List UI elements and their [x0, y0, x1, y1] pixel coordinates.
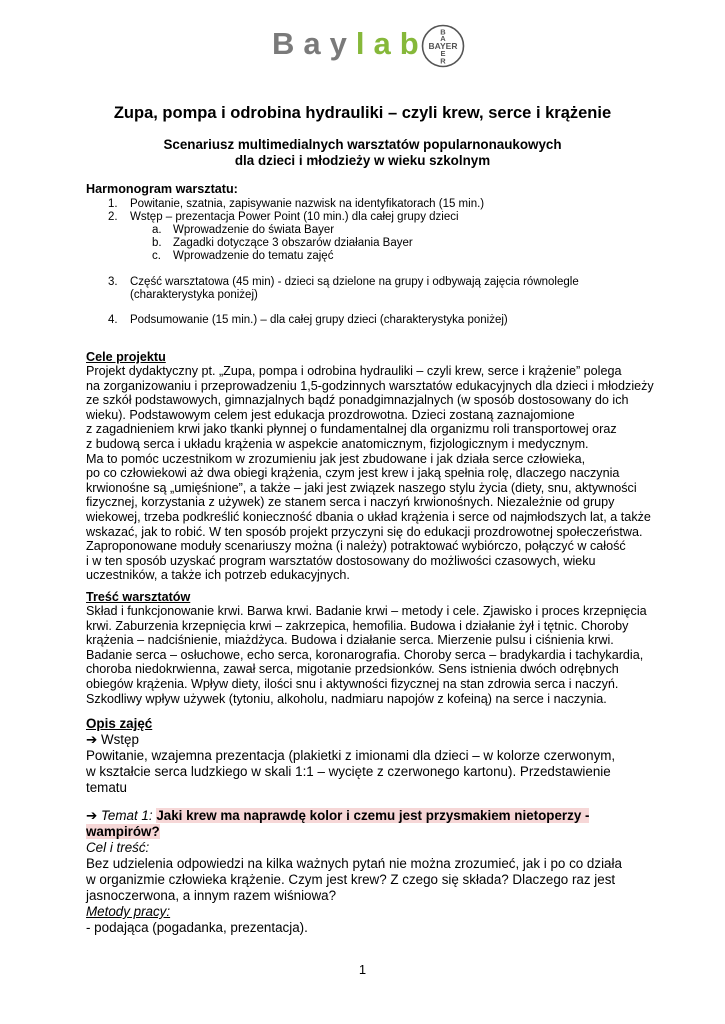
schedule-subitem-a	[152, 224, 335, 237]
topic-1-title	[86, 808, 589, 824]
topic-title: Jaki krew ma naprawdę kolor i czemu jest przysmakiem nietoperzy -	[156, 808, 590, 823]
bayer-cross-horizontal-text: BAYER	[428, 41, 458, 52]
item-text: Wstęp – prezentacja Power Point (10 min.) dla całej grupy dzieci	[130, 211, 459, 223]
schedule-heading: Harmonogram warsztatu:	[86, 182, 238, 196]
paragraph-line: Zaproponowane moduły scenariuszy można (i należy) potraktować wybiórczo, połączyć w całość	[86, 539, 626, 554]
schedule-item-1	[108, 198, 485, 211]
paragraph-line: z zagadnieniem krwi jako tkanki płynnej o fundamentalnej dla organizmu roli transportowej oraz	[86, 422, 617, 437]
paragraph-line: Badanie serca – osłuchowe, echo serca, koronarografia. Choroby serca – bradykardia i tachykardia,	[86, 647, 644, 662]
paragraph-line: na zorganizowaniu i przeprowadzeniu 1,5-godzinnych warsztatów edukacyjnych dla dzieci i młodzieży	[86, 378, 654, 393]
item-text: Zagadki dotyczące 3 obszarów działania Bayer	[173, 237, 413, 249]
content-paragraph	[86, 604, 647, 706]
paragraph-line: w kształcie serca ludzkiego w skali 1:1 – wycięte z czerwonego kartonu). Przedstawienie	[86, 764, 611, 780]
paragraph-line: w organizmie człowieka krążenie. Czym jest krew? Z czego się składa? Dlaczego raz jest	[86, 872, 616, 888]
intro-label-text: Wstęp	[100, 732, 139, 747]
bayer-cross-letter: B	[440, 27, 446, 37]
paragraph-line: tematu	[86, 780, 127, 796]
topic-label: Temat 1:	[100, 808, 153, 823]
item-number: b.	[152, 237, 162, 249]
paragraph-line: z budową serca i układu krążenia w aspekcie anatomicznym, fizjologicznym i medycznym.	[86, 436, 589, 451]
paragraph-line: fizycznej, korzystania z używek) ze stanem serca i naczyń krwionośnych. Niezależnie od grupy	[86, 495, 615, 510]
arrow-right-icon: ➔	[86, 732, 98, 747]
document-title: Zupa, pompa i odrobina hydrauliki – czyli krew, serce i krążenie	[113, 104, 612, 122]
topic-1-goal-label: Cel i treść:	[86, 840, 150, 855]
subtitle-line: Scenariusz multimedialnych warsztatów popularnonaukowych	[163, 137, 562, 152]
paragraph-line: Bez udzielenia odpowiedzi na kilka ważnych pytań nie można zrozumieć, jak i po co działa	[86, 856, 622, 871]
content-heading: Treść warsztatów	[86, 590, 191, 604]
logo-text-gray: Bay	[272, 26, 356, 61]
paragraph-line: Projekt dydaktyczny pt. „Zupa, pompa i odrobina hydrauliki – czyli krew, serce i krążenie” polega	[86, 364, 622, 378]
paragraph-line: krwi. Zaburzenia krzepnięcia krwi – zakrzepica, hemofilia. Budowa i działanie żył i tętnic. Choroby	[86, 618, 629, 633]
bayer-cross-logo	[421, 24, 465, 68]
item-text: Część warsztatowa (45 min) - dzieci są dzielone na grupy i odbywają zajęcia równolegle	[130, 276, 579, 288]
topic-1-methods-line: - podająca (pogadanka, prezentacja).	[86, 920, 308, 935]
topic-title-cont: wampirów?	[86, 824, 160, 839]
item-text: Wprowadzenie do tematu zajęć	[173, 250, 334, 262]
schedule-item-3	[108, 276, 579, 289]
logo-text-green: lab	[355, 26, 428, 61]
paragraph-line: uczestników, a także ich potrzeb edukacyjnych.	[86, 568, 350, 583]
schedule-subitem-c	[152, 250, 334, 263]
paragraph-line: krążenia – nadciśnienie, miażdżyca. Budowa i działanie serca. Mierzenie pulsu i ciśnienia krwi.	[86, 633, 614, 648]
item-number: c.	[152, 250, 161, 262]
topic-1-methods-label: Metody pracy:	[86, 904, 171, 919]
schedule-item-3-continued: (charakterystyka poniżej)	[130, 289, 258, 301]
paragraph-line: wieku). Podstawowym celem jest edukacja prozdrowotna. Dzieci zostaną zaznajomione	[86, 407, 575, 422]
paragraph-line: i w ten sposób uzyskać program warsztatów dostosowany do możliwości czasowych, wieku	[86, 553, 596, 568]
item-text: Wprowadzenie do świata Bayer	[173, 224, 335, 236]
paragraph-line: choroba niedokrwienna, zawał serca, migotanie przedsionków. Sens istnienia dwóch odrębnych	[86, 662, 619, 677]
item-number: 4.	[108, 314, 118, 326]
paragraph-line: Powitanie, wzajemna prezentacja (plakietki z imionami dla dzieci – w kolorze czerwonym,	[86, 748, 616, 763]
subtitle-line: dla dzieci i młodzieży w wieku szkolnym	[234, 153, 491, 168]
item-number: 3.	[108, 276, 118, 288]
paragraph-line: ze szkół podstawowych, gimnazjalnych bądź ponadgimnazjalnych (w sposób dostosowany do ich	[86, 393, 629, 408]
bayer-cross-letter: E	[440, 49, 446, 59]
topic-1-goal-paragraph	[86, 856, 622, 905]
page-number: 1	[358, 962, 367, 977]
goals-heading: Cele projektu	[86, 350, 166, 364]
paragraph-line: wiekowej, trzeba podkreślić konieczność dbania o układ krążenia i serce od najmłodszych lat, a także	[86, 509, 651, 524]
paragraph-line: krwionośne są „umięśnione”, a także – jaki jest związek naszego stylu życia (diety, snu, aktywności	[86, 480, 637, 495]
intro-label	[86, 732, 139, 748]
paragraph-line: po co człowiekowi aż dwa obiegi krążenia, czym jest krew i jaką spełnia rolę, dlaczego naczynia	[86, 466, 620, 481]
item-number: a.	[152, 224, 162, 236]
paragraph-line: Skład i funkcjonowanie krwi. Barwa krwi. Badanie krwi – metody i cele. Zjawisko i proces krzepnięcia	[86, 604, 647, 618]
goals-paragraph	[86, 364, 654, 583]
schedule-item-4	[108, 314, 508, 327]
paragraph-line: wskazać, jak to robić. W ten sposób projekt przyczyni się do edukacji prozdrowotnej społeczeństwa.	[86, 524, 643, 539]
paragraph-line: Szkodliwy wpływ używek (tytoniu, alkoholu, nadmiaru napojów z kofeiną) na serce i naczynia.	[86, 691, 607, 706]
paragraph-line: Ma to pomóc uczestnikom w zrozumieniu jak jest zbudowane i jak działa serce człowieka,	[86, 451, 586, 466]
bayer-cross-letter: A	[440, 34, 446, 44]
baylab-logo	[272, 26, 428, 62]
document-subtitle	[0, 137, 725, 169]
intro-paragraph	[86, 748, 615, 797]
paragraph-line: obiegów krążenia. Wpływ diety, ilości snu i aktywności fizycznej na stan zdrowia serca i naczyń.	[86, 676, 619, 691]
item-text: Podsumowanie (15 min.) – dla całej grupy dzieci (charakterystyka poniżej)	[130, 314, 508, 326]
description-heading: Opis zajęć	[86, 716, 153, 731]
item-number: 2.	[108, 211, 118, 223]
topic-1-title-continued	[86, 824, 160, 840]
schedule-item-2	[108, 211, 459, 224]
item-text: Powitanie, szatnia, zapisywanie nazwisk na identyfikatorach (15 min.)	[130, 198, 485, 210]
arrow-right-icon: ➔	[86, 808, 98, 823]
item-number: 1.	[108, 198, 118, 210]
paragraph-line: jasnoczerwona, a innym razem wiśniowa?	[86, 888, 337, 904]
schedule-subitem-b	[152, 237, 413, 250]
bayer-cross-letter: R	[440, 56, 446, 66]
